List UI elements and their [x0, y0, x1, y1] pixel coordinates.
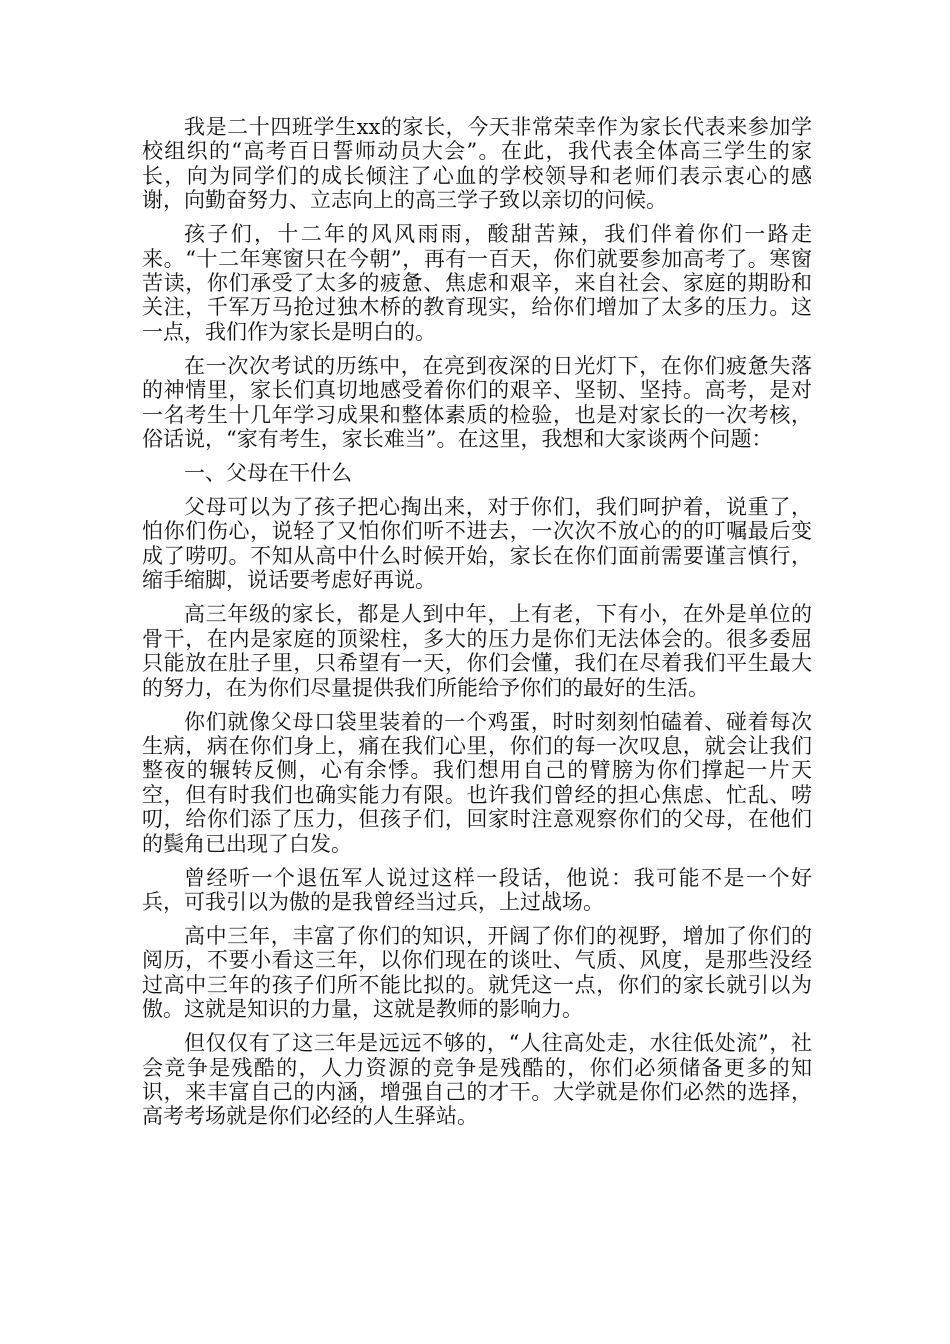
paragraph-exam-experience: 在一次次考试的历练中，在亮到夜深的日光灯下，在你们疲惫失落的神情里，家长们真切地感受着你们的艰辛、坚韧、坚持。高考，是对一名考生十几年学习成果和整体素质的检验，也是对家长的一次考核，俗话说，“家有考生，家长难当”。在这里，我想和大家谈两个问题： — [142, 353, 812, 452]
paragraph-not-enough: 但仅仅有了这三年是远远不够的，“人往高处走，水往低处流”，社会竞争是残酷的，人力资源的竞争是残酷的，你们必须储备更多的知识，来丰富自己的内涵，增强自己的才干。大学就是你们必然的选择，高考考场就是你们必经的人生驿站。 — [142, 1031, 812, 1129]
paragraph-middle-age-parents: 高三年级的家长，都是人到中年，上有老，下有小，在外是单位的骨干，在内是家庭的顶梁柱，多大的压力是你们无法体会的。很多委屈只能放在肚子里，只希望有一天，你们会懂，我们在尽着我们平生最大的努力，在为你们尽量提供我们所能给予你们的最好的生活。 — [142, 602, 812, 700]
paragraph-veteran-quote: 曾经听一个退伍军人说过这样一段话，他说：我可能不是一个好兵，可我引以为傲的是我曾经当过兵，上过战场。 — [142, 865, 812, 914]
paragraph-intro: 我是二十四班学生xx的家长，今天非常荣幸作为家长代表来参加学校组织的“高考百日誓师动员大会”。在此，我代表全体高三学生的家长，向为同学们的成长倾注了心血的学校领导和老师们表示衷心的感谢，向勤奋努力、立志向上的高三学子致以亲切的问候。 — [142, 115, 812, 213]
paragraph-parents-care: 父母可以为了孩子把心掏出来，对于你们，我们呵护着，说重了，怕你们伤心，说轻了又怕你们听不进去，一次次不放心的的叮嘱最后变成了唠叨。不知从高中什么时候开始，家长在你们面前需要谨言慎行，缩手缩脚，说话要考虑好再说。 — [142, 495, 812, 593]
section-heading-parents: 一、父母在干什么 — [184, 461, 352, 486]
paragraph-egg-in-pocket: 你们就像父母口袋里装着的一个鸡蛋，时时刻刻怕磕着、碰着每次生病，病在你们身上，痛在我们心里，你们的每一次叹息，就会让我们整夜的辗转反侧，心有余悸。我们想用自己的臂膀为你们撑起一片天空，但有时我们也确实能力有限。也许我们曾经的担心焦虑、忙乱、唠叨，给你们添了压力，但孩子们，回家时注意观察你们的父母，在他们的鬓角已出现了白发。 — [142, 709, 812, 856]
paragraph-twelve-years: 孩子们，十二年的风风雨雨，酸甜苦辣，我们伴着你们一路走来。“十二年寒窗只在今朝”，再有一百天，你们就要参加高考了。寒窗苦读，你们承受了太多的疲惫、焦虑和艰辛，来自社会、家庭的期盼和关注，千军万马抢过独木桥的教育现实，给你们增加了太多的压力。这一点，我们作为家长是明白的。 — [142, 222, 812, 344]
document-body — [142, 115, 812, 1138]
paragraph-three-years: 高中三年，丰富了你们的知识，开阔了你们的视野，增加了你们的阅历，不要小看这三年，以你们现在的谈吐、气质、风度，是那些没经过高中三年的孩子们所不能比拟的。就凭这一点，你们的家长就引以为傲。这就是知识的力量，这就是教师的影响力。 — [142, 923, 812, 1022]
